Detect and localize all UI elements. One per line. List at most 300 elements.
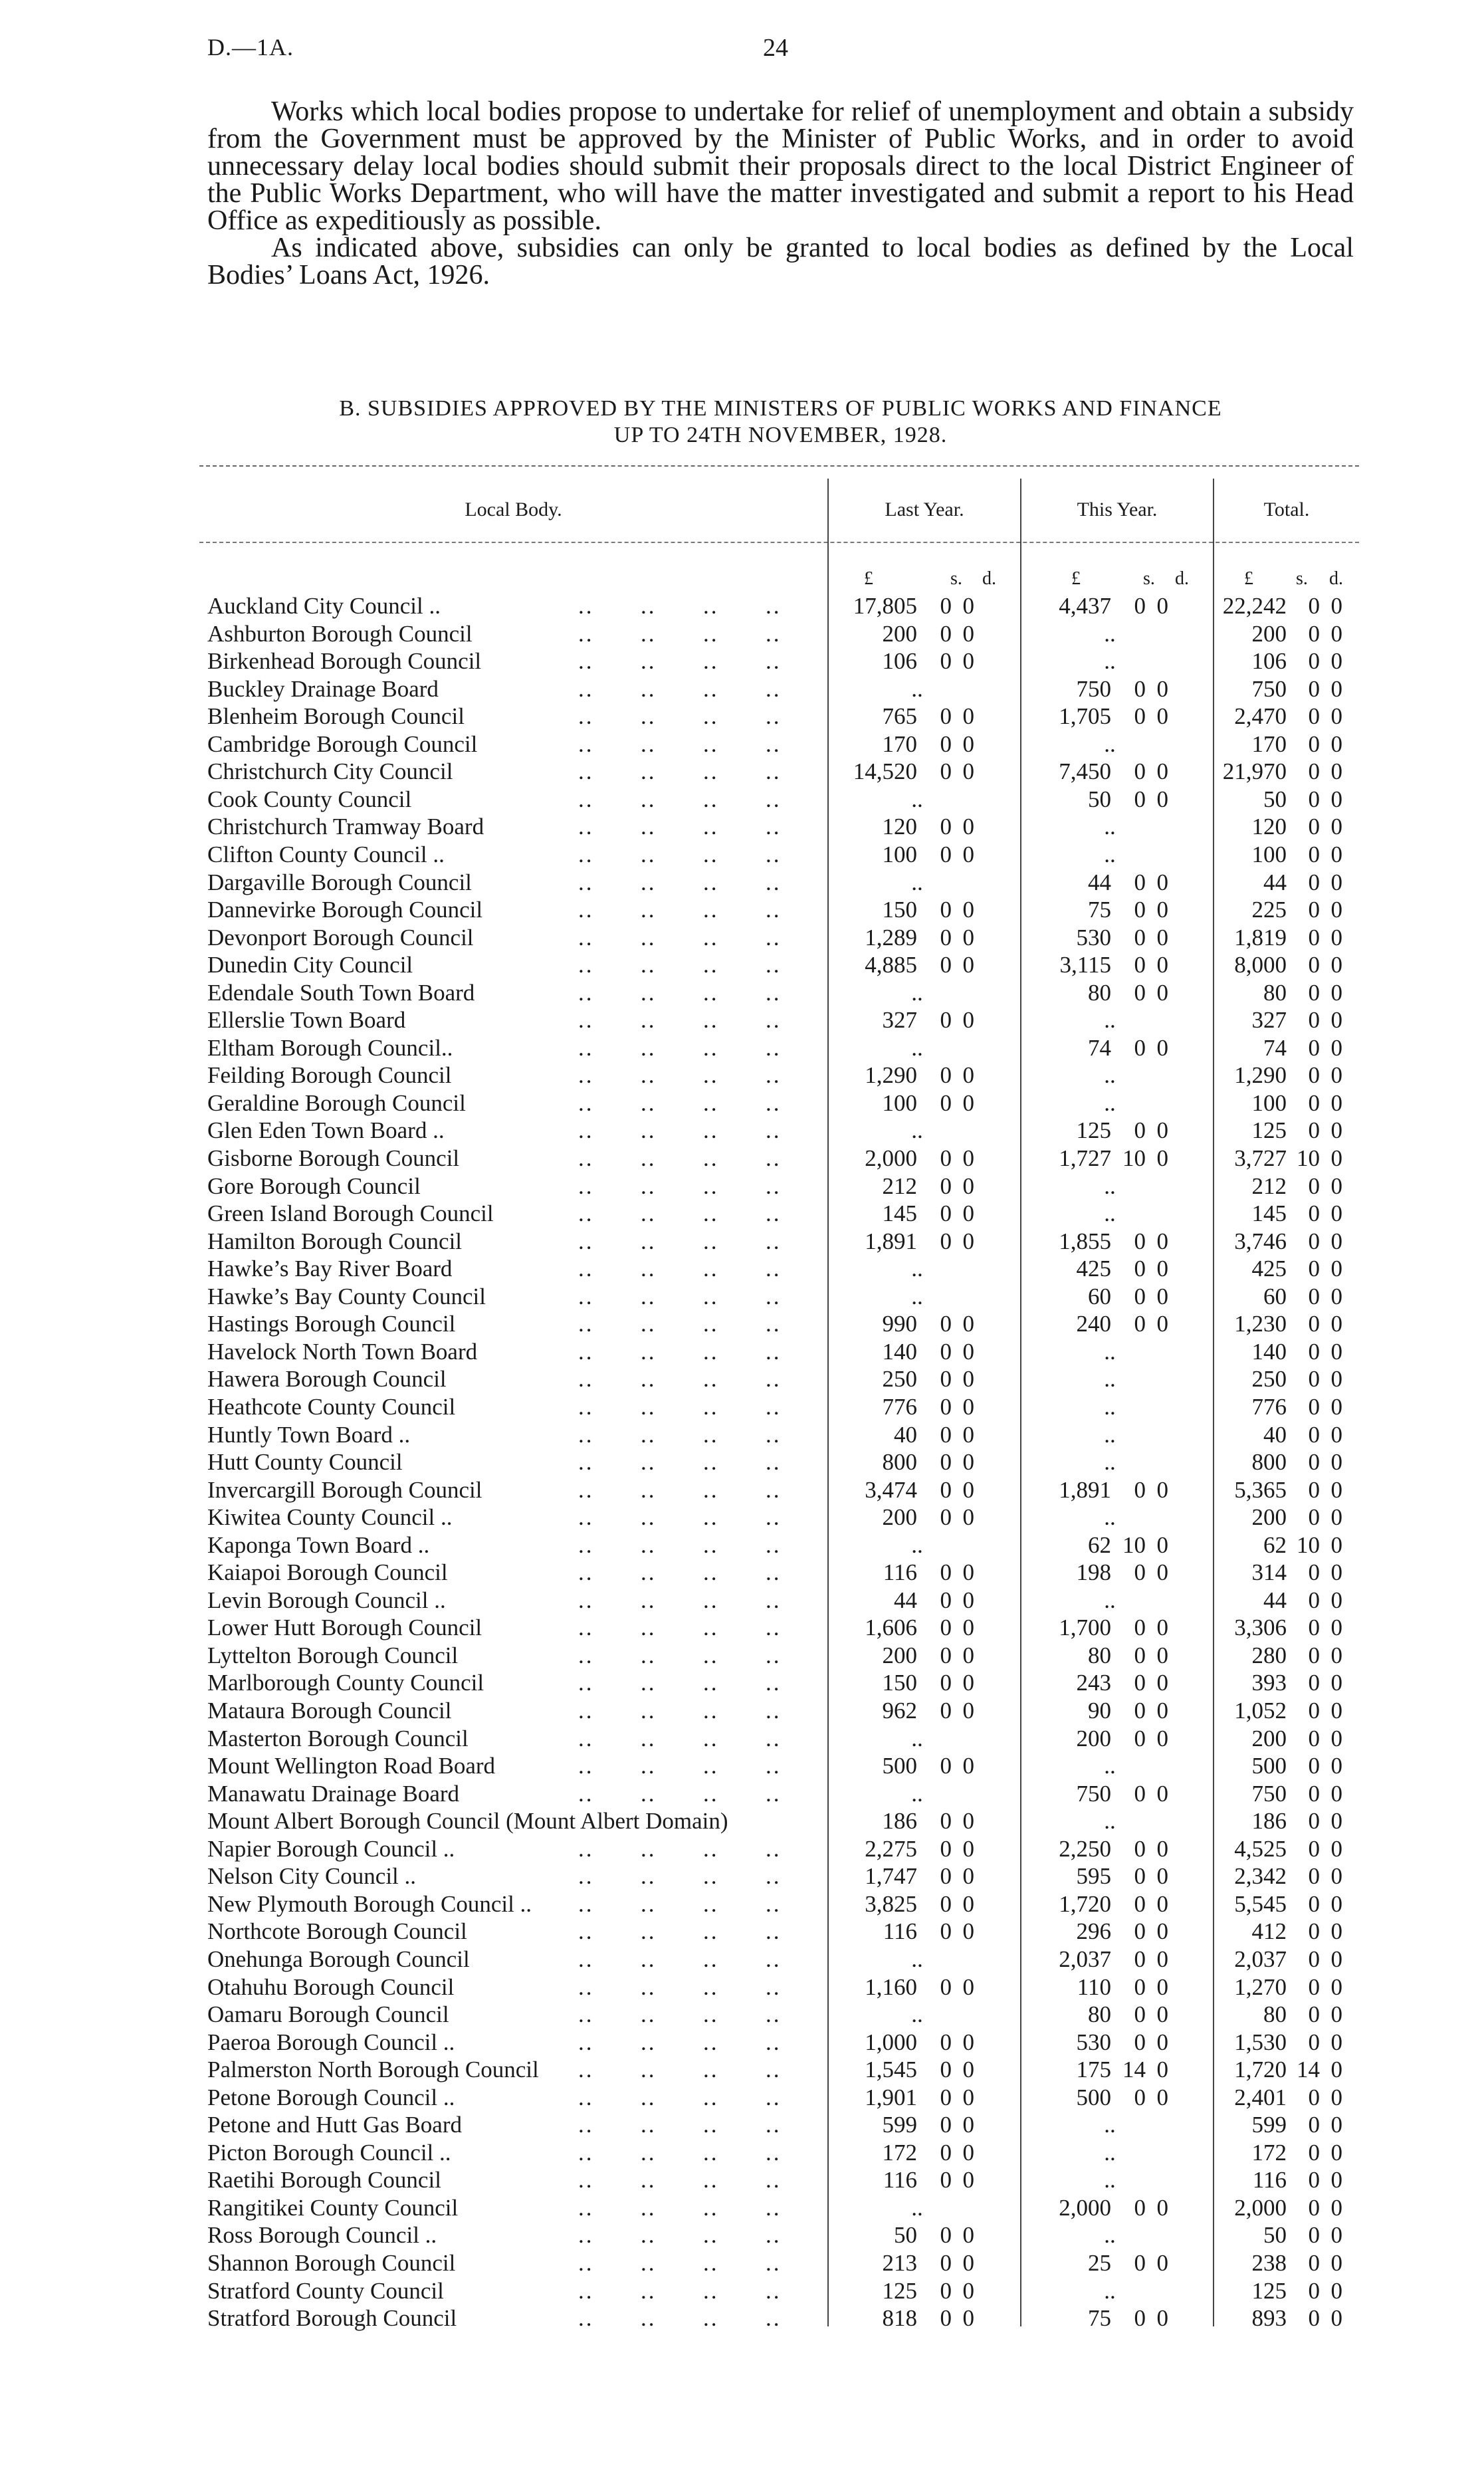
- local-body-name: Paeroa Borough Council ..: [207, 2029, 455, 2055]
- last-pounds: 327: [882, 1007, 917, 1034]
- this-nil: ..: [1104, 1393, 1116, 1420]
- table-row: [199, 1726, 1359, 1752]
- leader-dots: .. .. .. ..: [578, 1173, 782, 1199]
- local-body-name: Heathcote County Council: [207, 1393, 456, 1420]
- this-pence: 0: [1156, 979, 1168, 1006]
- last-pence: 0: [962, 924, 974, 951]
- last-pounds: 1,000: [865, 2029, 917, 2055]
- local-body-name: Hawera Borough Council: [207, 1366, 447, 1393]
- this-pence: 0: [1156, 1476, 1168, 1503]
- this-pounds: 530: [1076, 924, 1111, 951]
- table-row: [199, 1587, 1359, 1614]
- total-pounds: 40: [1263, 1421, 1287, 1448]
- total-pounds: 280: [1251, 1642, 1287, 1668]
- this-pounds: 4,437: [1059, 593, 1111, 619]
- leader-dots: .. .. .. ..: [578, 730, 782, 757]
- total-pence: 0: [1330, 1338, 1342, 1365]
- total-pounds: 750: [1251, 1780, 1287, 1807]
- last-pounds: 150: [882, 897, 917, 923]
- this-nil: ..: [1104, 1173, 1116, 1199]
- this-pounds: 1,720: [1059, 1890, 1111, 1917]
- leader-dots: .. .. .. ..: [578, 593, 782, 619]
- last-pounds: 1,289: [865, 924, 917, 951]
- last-nil: ..: [911, 1117, 923, 1144]
- last-nil: ..: [911, 2194, 923, 2221]
- local-body-name: Napier Borough Council ..: [207, 1835, 455, 1862]
- last-pence: 0: [962, 758, 974, 785]
- this-pounds: 750: [1076, 675, 1111, 702]
- table-row: [199, 1863, 1359, 1890]
- leader-dots: .. .. .. ..: [578, 2139, 782, 2166]
- table-row: [199, 1173, 1359, 1200]
- total-pounds: 3,746: [1234, 1228, 1287, 1254]
- this-pounds: 2,250: [1059, 1835, 1111, 1862]
- unit-pound-total: £: [1244, 568, 1253, 589]
- total-shillings: 0: [1308, 979, 1320, 1006]
- last-pounds: 765: [882, 703, 917, 730]
- total-pence: 0: [1330, 1918, 1342, 1945]
- total-pence: 0: [1330, 1089, 1342, 1116]
- this-pounds: 125: [1076, 1117, 1111, 1144]
- unit-pence-this: d.: [1175, 568, 1189, 589]
- leader-dots: .. .. .. ..: [578, 1007, 782, 1034]
- this-pounds: 80: [1088, 1642, 1111, 1668]
- this-pence: 0: [1156, 1559, 1168, 1586]
- total-shillings: 0: [1308, 675, 1320, 702]
- last-pence: 0: [962, 1200, 974, 1227]
- this-pounds: 74: [1088, 1034, 1111, 1061]
- this-shillings: 0: [1134, 952, 1146, 978]
- last-shillings: 0: [940, 1476, 952, 1503]
- last-pence: 0: [962, 814, 974, 840]
- last-shillings: 0: [940, 897, 952, 923]
- leader-dots: .. .. .. ..: [578, 786, 782, 812]
- table-row: [199, 925, 1359, 951]
- total-pence: 0: [1330, 841, 1342, 867]
- this-shillings: 0: [1134, 1034, 1146, 1061]
- last-shillings: 0: [940, 1587, 952, 1613]
- table-row: [199, 1339, 1359, 1365]
- this-pounds: 1,700: [1059, 1615, 1111, 1641]
- local-body-name: Hastings Borough Council: [207, 1311, 456, 1337]
- leader-dots: .. .. .. ..: [578, 1338, 782, 1365]
- total-shillings: 0: [1308, 2167, 1320, 2193]
- this-pounds: 1,891: [1059, 1476, 1111, 1503]
- intro-text: [207, 98, 1354, 289]
- total-pounds: 1,819: [1234, 924, 1287, 951]
- last-pence: 0: [962, 2305, 974, 2332]
- this-pounds: 296: [1076, 1918, 1111, 1945]
- total-pounds: 2,037: [1234, 1946, 1287, 1972]
- last-shillings: 0: [940, 2305, 952, 2332]
- this-pence: 0: [1156, 2029, 1168, 2055]
- this-pounds: 25: [1088, 2250, 1111, 2276]
- last-pounds: 40: [894, 1421, 917, 1448]
- leader-dots: .. .. .. ..: [578, 897, 782, 923]
- table-row: [199, 897, 1359, 923]
- local-body-name: Dargaville Borough Council: [207, 869, 472, 895]
- last-pence: 0: [962, 730, 974, 757]
- total-pence: 0: [1330, 2250, 1342, 2276]
- this-pounds: 7,450: [1059, 758, 1111, 785]
- local-body-name: Edendale South Town Board: [207, 979, 475, 1006]
- this-nil: ..: [1104, 2167, 1116, 2193]
- unit-shilling-total: s.: [1296, 568, 1308, 589]
- last-shillings: 0: [940, 2277, 952, 2304]
- last-shillings: 0: [940, 1890, 952, 1917]
- leader-dots: .. .. .. ..: [578, 1670, 782, 1696]
- local-body-name: Manawatu Drainage Board: [207, 1780, 460, 1807]
- total-pounds: 1,290: [1234, 1062, 1287, 1089]
- leader-dots: .. .. .. ..: [578, 1256, 782, 1282]
- last-nil: ..: [911, 1725, 923, 1751]
- last-pounds: 140: [882, 1338, 917, 1365]
- this-pence: 0: [1156, 1117, 1168, 1144]
- total-pence: 0: [1330, 1753, 1342, 1779]
- table-row: [199, 2140, 1359, 2166]
- total-pence: 0: [1330, 593, 1342, 619]
- this-shillings: 0: [1134, 1918, 1146, 1945]
- this-shillings: 0: [1134, 2029, 1146, 2055]
- this-nil: ..: [1104, 1062, 1116, 1089]
- this-nil: ..: [1104, 1007, 1116, 1034]
- total-pence: 0: [1330, 1973, 1342, 2000]
- this-pence: 0: [1156, 2305, 1168, 2332]
- table-row: [199, 1284, 1359, 1310]
- this-pence: 0: [1156, 1863, 1168, 1890]
- last-pence: 0: [962, 620, 974, 647]
- this-pence: 0: [1156, 2194, 1168, 2221]
- total-pounds: 140: [1251, 1338, 1287, 1365]
- this-pounds: 2,037: [1059, 1946, 1111, 1972]
- total-pounds: 2,000: [1234, 2194, 1287, 2221]
- leader-dots: .. .. .. ..: [578, 1504, 782, 1531]
- total-pence: 0: [1330, 703, 1342, 730]
- this-pence: 0: [1156, 1780, 1168, 1807]
- last-shillings: 0: [940, 1311, 952, 1337]
- last-shillings: 0: [940, 2084, 952, 2110]
- last-nil: ..: [911, 1256, 923, 1282]
- last-pence: 0: [962, 2250, 974, 2276]
- total-pounds: 225: [1251, 897, 1287, 923]
- total-shillings: 0: [1308, 841, 1320, 867]
- local-body-name: Ellerslie Town Board: [207, 1007, 406, 1034]
- last-pence: 0: [962, 2222, 974, 2249]
- total-pence: 0: [1330, 2084, 1342, 2110]
- leader-dots: .. .. .. ..: [578, 1089, 782, 1116]
- last-pounds: 2,275: [865, 1835, 917, 1862]
- table-row: [199, 980, 1359, 1006]
- this-pence: 0: [1156, 593, 1168, 619]
- last-shillings: 0: [940, 758, 952, 785]
- this-pence: 0: [1156, 1698, 1168, 1724]
- this-nil: ..: [1104, 730, 1116, 757]
- this-shillings: 0: [1134, 593, 1146, 619]
- local-body-name: New Plymouth Borough Council ..: [207, 1890, 532, 1917]
- total-pence: 0: [1330, 1615, 1342, 1641]
- total-pounds: 50: [1263, 2222, 1287, 2249]
- this-pounds: 110: [1077, 1973, 1111, 2000]
- this-shillings: 0: [1134, 2250, 1146, 2276]
- this-pence: 0: [1156, 1642, 1168, 1668]
- table-row: [199, 1200, 1359, 1227]
- total-shillings: 0: [1308, 1421, 1320, 1448]
- table-row: [199, 1670, 1359, 1696]
- this-pounds: 240: [1076, 1311, 1111, 1337]
- page-number: 24: [763, 34, 788, 62]
- last-pounds: 3,474: [865, 1476, 917, 1503]
- local-body-name: Petone Borough Council ..: [207, 2084, 455, 2110]
- local-body-name: Glen Eden Town Board ..: [207, 1117, 445, 1144]
- last-shillings: 0: [940, 2222, 952, 2249]
- unit-pence-total: d.: [1329, 568, 1343, 589]
- last-pounds: 776: [882, 1393, 917, 1420]
- total-pounds: 60: [1263, 1283, 1287, 1309]
- total-pence: 0: [1330, 1476, 1342, 1503]
- local-body-name: Havelock North Town Board: [207, 1338, 478, 1365]
- total-pounds: 425: [1251, 1256, 1287, 1282]
- last-shillings: 0: [940, 1145, 952, 1171]
- this-pounds: 198: [1076, 1559, 1111, 1586]
- table-row: [199, 1228, 1359, 1255]
- leader-dots: .. .. .. ..: [578, 1918, 782, 1945]
- last-pence: 0: [962, 2057, 974, 2083]
- last-pence: 0: [962, 1973, 974, 2000]
- total-pence: 0: [1330, 1311, 1342, 1337]
- leader-dots: .. .. .. ..: [578, 1946, 782, 1972]
- total-shillings: 0: [1308, 1780, 1320, 1807]
- last-pounds: 120: [882, 814, 917, 840]
- total-pounds: 776: [1251, 1393, 1287, 1420]
- leader-dots: .. .. .. ..: [578, 924, 782, 951]
- last-shillings: 0: [940, 2029, 952, 2055]
- this-shillings: 10: [1122, 1145, 1146, 1171]
- this-pounds: 80: [1088, 2001, 1111, 2028]
- last-pounds: 44: [894, 1587, 917, 1613]
- total-shillings: 0: [1308, 730, 1320, 757]
- last-pence: 0: [962, 1421, 974, 1448]
- last-pence: 0: [962, 1670, 974, 1696]
- last-pence: 0: [962, 1449, 974, 1476]
- table-row: [199, 1698, 1359, 1724]
- total-pence: 0: [1330, 1670, 1342, 1696]
- local-body-name: Blenheim Borough Council: [207, 703, 465, 730]
- total-pounds: 500: [1251, 1753, 1287, 1779]
- total-shillings: 0: [1308, 1753, 1320, 1779]
- document-reference: D.—1A.: [207, 34, 294, 60]
- last-pounds: 1,891: [865, 1228, 917, 1254]
- this-nil: ..: [1104, 1089, 1116, 1116]
- table-row: [199, 1836, 1359, 1862]
- local-body-name: Picton Borough Council ..: [207, 2139, 451, 2166]
- this-pence: 0: [1156, 1615, 1168, 1641]
- last-pence: 0: [962, 1835, 974, 1862]
- this-nil: ..: [1104, 1504, 1116, 1531]
- this-shillings: 0: [1134, 675, 1146, 702]
- leader-dots: .. .. .. ..: [578, 1973, 782, 2000]
- local-body-name: Ashburton Borough Council: [207, 620, 473, 647]
- last-nil: ..: [911, 1946, 923, 1972]
- total-pounds: 50: [1263, 786, 1287, 812]
- local-body-name: Mount Wellington Road Board: [207, 1753, 496, 1779]
- last-pounds: 14,520: [853, 758, 917, 785]
- total-pence: 0: [1330, 2194, 1342, 2221]
- leader-dots: .. .. .. ..: [578, 1559, 782, 1586]
- last-shillings: 0: [940, 1338, 952, 1365]
- total-shillings: 0: [1308, 1117, 1320, 1144]
- this-pounds: 243: [1076, 1670, 1111, 1696]
- total-pence: 0: [1330, 1863, 1342, 1890]
- last-shillings: 0: [940, 1918, 952, 1945]
- leader-dots: .. .. .. ..: [578, 1531, 782, 1558]
- this-shillings: 0: [1134, 786, 1146, 812]
- this-pence: 0: [1156, 1228, 1168, 1254]
- table-row: [199, 1311, 1359, 1337]
- total-shillings: 0: [1308, 1725, 1320, 1751]
- this-pence: 0: [1156, 1311, 1168, 1337]
- total-pence: 0: [1330, 1642, 1342, 1668]
- leader-dots: .. .. .. ..: [578, 1062, 782, 1089]
- last-shillings: 0: [940, 841, 952, 867]
- last-shillings: 0: [940, 2139, 952, 2166]
- leader-dots: .. .. .. ..: [578, 1366, 782, 1393]
- this-pounds: 80: [1088, 979, 1111, 1006]
- local-body-name: Onehunga Borough Council: [207, 1946, 470, 1972]
- local-body-name: Stratford County Council: [207, 2277, 444, 2304]
- last-pence: 0: [962, 703, 974, 730]
- this-nil: ..: [1104, 2277, 1116, 2304]
- total-shillings: 0: [1308, 2277, 1320, 2304]
- total-shillings: 0: [1308, 1062, 1320, 1089]
- this-nil: ..: [1104, 1808, 1116, 1835]
- last-pounds: 116: [883, 2167, 917, 2193]
- this-pounds: 90: [1088, 1698, 1111, 1724]
- total-pounds: 1,052: [1234, 1698, 1287, 1724]
- last-shillings: 0: [940, 1062, 952, 1089]
- total-shillings: 0: [1308, 1946, 1320, 1972]
- total-shillings: 0: [1308, 1283, 1320, 1309]
- this-pounds: 2,000: [1059, 2194, 1111, 2221]
- this-pence: 0: [1156, 1835, 1168, 1862]
- leader-dots: .. .. .. ..: [578, 1725, 782, 1751]
- unit-pound-last: £: [864, 568, 873, 589]
- total-pounds: 327: [1251, 1007, 1287, 1034]
- this-pence: 0: [1156, 675, 1168, 702]
- this-pence: 0: [1156, 1034, 1168, 1061]
- total-shillings: 0: [1308, 1642, 1320, 1668]
- total-shillings: 0: [1308, 1228, 1320, 1254]
- total-pounds: 125: [1251, 2277, 1287, 2304]
- last-pounds: 1,545: [865, 2057, 917, 2083]
- local-body-name: Raetihi Borough Council: [207, 2167, 441, 2193]
- table-row: [199, 2167, 1359, 2193]
- local-body-name: Marlborough County Council: [207, 1670, 484, 1696]
- this-shillings: 0: [1134, 869, 1146, 895]
- this-shillings: 0: [1134, 1228, 1146, 1254]
- total-pence: 0: [1330, 869, 1342, 895]
- last-pounds: 17,805: [853, 593, 917, 619]
- last-pence: 0: [962, 1890, 974, 1917]
- this-pence: 0: [1156, 758, 1168, 785]
- last-shillings: 0: [940, 1393, 952, 1420]
- total-shillings: 0: [1308, 1670, 1320, 1696]
- table-row: [199, 676, 1359, 703]
- total-shillings: 0: [1308, 1973, 1320, 2000]
- total-pence: 0: [1330, 730, 1342, 757]
- last-pence: 0: [962, 1863, 974, 1890]
- last-pence: 0: [962, 1228, 974, 1254]
- table-row: [199, 814, 1359, 840]
- total-shillings: 0: [1308, 2305, 1320, 2332]
- total-pence: 0: [1330, 1780, 1342, 1807]
- total-pounds: 74: [1263, 1034, 1287, 1061]
- intro-paragraph-1: Works which local bodies propose to undertake for relief of unemployment and obtain a subsidy from the Government must be approved by the Minister of Public Works, and in order to avoid unnecessary delay local bodies should submit their proposals direct to the local District Engineer of the Public Works Department, who will have the matter investigated and submit a report to his Head Office as expeditiously as possible.: [207, 96, 1354, 236]
- total-pounds: 200: [1251, 620, 1287, 647]
- total-pence: 0: [1330, 1062, 1342, 1089]
- this-shillings: 0: [1134, 703, 1146, 730]
- local-body-name: Northcote Borough Council: [207, 1918, 467, 1945]
- total-shillings: 0: [1308, 620, 1320, 647]
- table-row: [199, 2057, 1359, 2083]
- this-pence: 0: [1156, 1256, 1168, 1282]
- local-body-name: Cambridge Borough Council: [207, 730, 478, 757]
- last-pounds: 1,160: [865, 1973, 917, 2000]
- total-shillings: 0: [1308, 869, 1320, 895]
- local-body-name: Stratford Borough Council: [207, 2305, 457, 2332]
- last-pence: 0: [962, 841, 974, 867]
- table-row: [199, 1394, 1359, 1420]
- last-shillings: 0: [940, 2167, 952, 2193]
- total-pounds: 44: [1263, 869, 1287, 895]
- last-shillings: 0: [940, 2057, 952, 2083]
- table-header-rule: [199, 542, 1359, 543]
- total-pence: 0: [1330, 1117, 1342, 1144]
- table-row: [199, 1753, 1359, 1779]
- last-shillings: 0: [940, 1089, 952, 1116]
- last-pence: 0: [962, 2029, 974, 2055]
- total-pence: 0: [1330, 952, 1342, 978]
- last-pounds: 150: [882, 1670, 917, 1696]
- leader-dots: .. .. .. ..: [578, 2305, 782, 2332]
- last-nil: ..: [911, 1531, 923, 1558]
- total-shillings: 0: [1308, 1256, 1320, 1282]
- local-body-name: Hutt County Council: [207, 1449, 403, 1476]
- this-shillings: 0: [1134, 1890, 1146, 1917]
- total-shillings: 10: [1297, 1531, 1320, 1558]
- leader-dots: .. .. .. ..: [578, 1228, 782, 1254]
- last-shillings: 0: [940, 730, 952, 757]
- section-title-line-2: UP TO 24TH NOVEMBER, 1928.: [613, 423, 948, 447]
- last-pounds: 125: [882, 2277, 917, 2304]
- total-shillings: 0: [1308, 1311, 1320, 1337]
- last-pounds: 116: [883, 1918, 917, 1945]
- local-body-name: Palmerston North Borough Council: [207, 2057, 539, 2083]
- total-pounds: 170: [1251, 730, 1287, 757]
- last-shillings: 0: [940, 2112, 952, 2138]
- total-pounds: 21,970: [1222, 758, 1287, 785]
- total-pounds: 125: [1251, 1117, 1287, 1144]
- total-shillings: 0: [1308, 924, 1320, 951]
- last-nil: ..: [911, 1780, 923, 1807]
- leader-dots: .. .. .. ..: [578, 1449, 782, 1476]
- table-row: [199, 1117, 1359, 1144]
- total-shillings: 0: [1308, 703, 1320, 730]
- total-pounds: 238: [1251, 2250, 1287, 2276]
- total-pounds: 172: [1251, 2139, 1287, 2166]
- last-pence: 0: [962, 1587, 974, 1613]
- total-pence: 0: [1330, 1698, 1342, 1724]
- this-pence: 0: [1156, 1725, 1168, 1751]
